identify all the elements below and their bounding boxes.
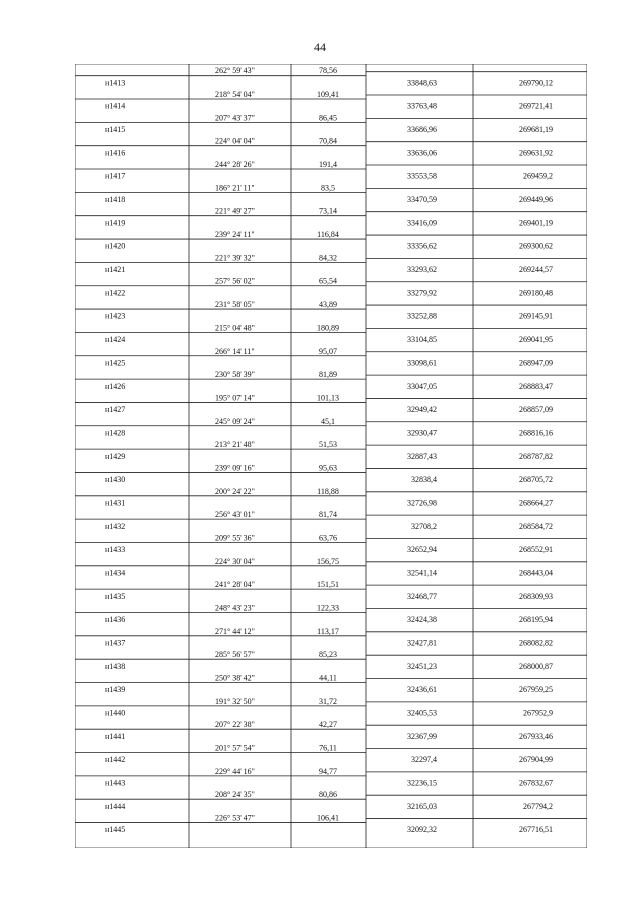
coord-y: 269681,19 bbox=[519, 125, 553, 135]
coord-x: 32367,99 bbox=[407, 731, 437, 741]
coord-y: 268816,16 bbox=[519, 428, 553, 438]
coord-x: 32165,03 bbox=[407, 801, 437, 811]
coord-y: 268857,09 bbox=[519, 405, 553, 415]
coord-x: 32297,4 bbox=[411, 755, 437, 765]
coord-x: 33356,62 bbox=[407, 241, 437, 251]
coord-y: 267933,46 bbox=[519, 731, 553, 741]
point-name: н1422 bbox=[105, 288, 126, 298]
coord-x: 32405,53 bbox=[407, 708, 437, 718]
coord-y: 269041,95 bbox=[519, 335, 553, 345]
segment-distance: 63,76 bbox=[319, 533, 337, 543]
segment-distance: 101,13 bbox=[317, 393, 339, 403]
coord-y: 269145,91 bbox=[519, 311, 553, 321]
coord-x: 32236,15 bbox=[407, 778, 437, 788]
segment-distance: 116,84 bbox=[317, 230, 339, 240]
point-name: н1421 bbox=[105, 265, 126, 275]
point-name: н1430 bbox=[105, 475, 126, 485]
segment-angle: 218° 54' 04" bbox=[215, 90, 255, 100]
point-name: н1418 bbox=[105, 195, 126, 205]
coord-x: 33848,63 bbox=[407, 78, 437, 88]
segment-angle: 201° 57' 54" bbox=[215, 743, 255, 753]
coord-x: 33293,62 bbox=[407, 265, 437, 275]
coord-x: 33763,48 bbox=[407, 101, 437, 111]
segment-angle: 215° 04' 48" bbox=[215, 323, 255, 333]
segment-angle: 239° 24' 11" bbox=[215, 230, 255, 240]
coord-x: 33104,85 bbox=[407, 335, 437, 345]
coord-x: 32708,2 bbox=[411, 521, 437, 531]
segment-distance: 78,56 bbox=[319, 66, 337, 75]
coord-y: 268947,09 bbox=[519, 358, 553, 368]
coord-x: 33098,61 bbox=[407, 358, 437, 368]
point-name: н1416 bbox=[105, 148, 126, 158]
point-name: н1433 bbox=[105, 545, 126, 555]
segment-angle: 207° 22' 38" bbox=[215, 720, 255, 730]
coord-x: 32427,81 bbox=[407, 638, 437, 648]
coord-y: 268309,93 bbox=[519, 591, 553, 601]
coord-y: 268787,82 bbox=[519, 451, 553, 461]
segment-distance: 31,72 bbox=[319, 696, 337, 706]
segment-angle: 191° 32' 50" bbox=[215, 696, 255, 706]
segment-angle: 209° 55' 36" bbox=[215, 533, 255, 543]
segment-distance: 84,32 bbox=[319, 253, 337, 263]
point-name: н1420 bbox=[105, 241, 126, 251]
point-name: н1414 bbox=[105, 101, 126, 111]
segment-distance: 191,4 bbox=[319, 160, 337, 170]
coord-x: 33279,92 bbox=[407, 288, 437, 298]
segment-angle: 229° 44' 16" bbox=[215, 766, 255, 776]
coord-x: 32436,61 bbox=[407, 685, 437, 695]
segment-distance: 151,51 bbox=[317, 580, 339, 590]
segment-angle: 231° 58' 05" bbox=[215, 300, 255, 310]
coord-y: 269721,41 bbox=[519, 101, 553, 111]
coord-x: 33047,05 bbox=[407, 381, 437, 391]
coordinates-table-grid bbox=[75, 64, 587, 848]
point-name: н1444 bbox=[105, 801, 126, 811]
coord-y: 269180,48 bbox=[519, 288, 553, 298]
coord-y: 268195,94 bbox=[519, 615, 553, 625]
point-name: н1435 bbox=[105, 591, 126, 601]
segment-angle: 256° 43' 01" bbox=[215, 510, 255, 520]
coord-x: 32468,77 bbox=[407, 591, 437, 601]
coord-y: 269449,96 bbox=[519, 195, 553, 205]
coord-y: 269401,19 bbox=[519, 218, 553, 228]
segment-angle: 271° 44' 12" bbox=[215, 626, 255, 636]
segment-angle: 285° 56' 57" bbox=[215, 650, 255, 660]
point-name: н1429 bbox=[105, 451, 126, 461]
segment-distance: 95,63 bbox=[319, 463, 337, 473]
point-name: н1439 bbox=[105, 685, 126, 695]
point-name: н1441 bbox=[105, 731, 126, 741]
coord-x: 33470,59 bbox=[407, 195, 437, 205]
segment-distance: 85,23 bbox=[319, 650, 337, 660]
coord-y: 267794,2 bbox=[523, 801, 553, 811]
coord-x: 32930,47 bbox=[407, 428, 437, 438]
coord-y: 269300,62 bbox=[519, 241, 553, 251]
segment-distance: 81,74 bbox=[319, 510, 337, 520]
coord-y: 267959,25 bbox=[519, 685, 553, 695]
coord-x: 33686,96 bbox=[407, 125, 437, 135]
segment-distance: 65,54 bbox=[319, 276, 337, 286]
segment-distance: 44,11 bbox=[319, 673, 337, 683]
point-name: н1419 bbox=[105, 218, 126, 228]
coord-x: 32092,32 bbox=[407, 825, 437, 835]
segment-angle: 245° 09' 24" bbox=[215, 416, 255, 426]
point-name: н1426 bbox=[105, 381, 126, 391]
segment-distance: 43,89 bbox=[319, 300, 337, 310]
segment-angle: 224° 04' 04" bbox=[215, 136, 255, 146]
segment-distance: 118,88 bbox=[317, 486, 339, 496]
segment-angle: 248° 43' 23" bbox=[215, 603, 255, 613]
segment-angle: 208° 24' 35" bbox=[215, 790, 255, 800]
coord-y: 269459,2 bbox=[523, 171, 553, 181]
segment-distance: 180,89 bbox=[317, 323, 339, 333]
coord-y: 269790,12 bbox=[519, 78, 553, 88]
segment-angle: 200° 24' 22" bbox=[215, 486, 255, 496]
coord-x: 32424,38 bbox=[407, 615, 437, 625]
point-name: н1424 bbox=[105, 335, 126, 345]
coord-y: 267952,9 bbox=[523, 708, 553, 718]
coord-y: 268082,82 bbox=[519, 638, 553, 648]
coord-y: 268584,72 bbox=[519, 521, 553, 531]
coord-x: 32726,98 bbox=[407, 498, 437, 508]
point-name: н1443 bbox=[105, 778, 126, 788]
point-name: н1425 bbox=[105, 358, 126, 368]
segment-angle: 226° 53' 47" bbox=[215, 813, 255, 823]
point-name: н1434 bbox=[105, 568, 126, 578]
page-number: 44 bbox=[314, 40, 326, 54]
segment-distance: 86,45 bbox=[319, 113, 337, 123]
segment-distance: 113,17 bbox=[317, 626, 339, 636]
segment-distance: 156,75 bbox=[317, 556, 339, 566]
coord-x: 32949,42 bbox=[407, 405, 437, 415]
coord-y: 269244,57 bbox=[519, 265, 553, 275]
segment-angle: 224° 30' 04" bbox=[215, 556, 255, 566]
point-name: н1442 bbox=[105, 755, 126, 765]
coord-y: 268000,87 bbox=[519, 661, 553, 671]
segment-angle: 257° 56' 02" bbox=[215, 276, 255, 286]
point-name: н1432 bbox=[105, 521, 126, 531]
coord-x: 32887,43 bbox=[407, 451, 437, 461]
coord-x: 32838,4 bbox=[411, 475, 437, 485]
coord-y: 268664,27 bbox=[519, 498, 553, 508]
segment-distance: 76,11 bbox=[319, 743, 337, 753]
coord-y: 268883,47 bbox=[519, 381, 553, 391]
segment-angle: 230° 58' 39" bbox=[215, 370, 255, 380]
segment-angle: 221° 49' 27" bbox=[215, 206, 255, 216]
segment-distance: 83,5 bbox=[321, 183, 335, 193]
segment-angle: 213° 21' 48" bbox=[215, 440, 255, 450]
segment-angle: 244° 28' 26" bbox=[215, 160, 255, 170]
point-name: н1428 bbox=[105, 428, 126, 438]
coord-x: 33636,06 bbox=[407, 148, 437, 158]
point-name: н1431 bbox=[105, 498, 126, 508]
point-name: н1417 bbox=[105, 171, 126, 181]
point-name: н1445 bbox=[105, 825, 126, 835]
segment-distance: 109,41 bbox=[317, 90, 339, 100]
segment-distance: 95,07 bbox=[319, 346, 337, 356]
segment-angle: 186° 21' 11" bbox=[215, 183, 255, 193]
point-name: н1436 bbox=[105, 615, 126, 625]
segment-distance: 94,77 bbox=[319, 766, 337, 776]
coordinates-table bbox=[75, 64, 587, 848]
coord-y: 267904,99 bbox=[519, 755, 553, 765]
segment-angle: 262° 59' 43" bbox=[215, 66, 255, 75]
segment-distance: 70,84 bbox=[319, 136, 337, 146]
segment-angle: 221° 39' 32" bbox=[215, 253, 255, 263]
segment-distance: 80,86 bbox=[319, 790, 337, 800]
segment-angle: 207° 43' 37" bbox=[215, 113, 255, 123]
segment-distance: 45,1 bbox=[321, 416, 335, 426]
segment-angle: 239° 09' 16" bbox=[215, 463, 255, 473]
segment-distance: 42,27 bbox=[319, 720, 337, 730]
segment-distance: 73,14 bbox=[319, 206, 337, 216]
coord-y: 267716,51 bbox=[519, 825, 553, 835]
segment-distance: 51,53 bbox=[319, 440, 337, 450]
point-name: н1415 bbox=[105, 125, 126, 135]
coord-y: 267832,67 bbox=[519, 778, 553, 788]
coord-y: 268705,72 bbox=[519, 475, 553, 485]
segment-distance: 81,89 bbox=[319, 370, 337, 380]
coord-y: 268443,04 bbox=[519, 568, 553, 578]
point-name: н1413 bbox=[105, 78, 126, 88]
segment-angle: 195° 07' 14" bbox=[215, 393, 255, 403]
point-name: н1423 bbox=[105, 311, 126, 321]
coord-x: 32541,14 bbox=[407, 568, 437, 578]
coord-x: 32451,23 bbox=[407, 661, 437, 671]
coord-y: 268552,91 bbox=[519, 545, 553, 555]
coord-x: 33553,58 bbox=[407, 171, 437, 181]
point-name: н1437 bbox=[105, 638, 126, 648]
segment-angle: 241° 28' 04" bbox=[215, 580, 255, 590]
segment-distance: 122,33 bbox=[317, 603, 339, 613]
coord-x: 32652,94 bbox=[407, 545, 437, 555]
coord-y: 269631,92 bbox=[519, 148, 553, 158]
segment-angle: 266° 14' 11" bbox=[215, 346, 255, 356]
point-name: н1427 bbox=[105, 405, 126, 415]
coord-x: 33416,09 bbox=[407, 218, 437, 228]
segment-angle: 250° 38' 42" bbox=[215, 673, 255, 683]
point-name: н1438 bbox=[105, 661, 126, 671]
segment-distance: 106,41 bbox=[317, 813, 339, 823]
point-name: н1440 bbox=[105, 708, 126, 718]
coord-x: 33252,88 bbox=[407, 311, 437, 321]
